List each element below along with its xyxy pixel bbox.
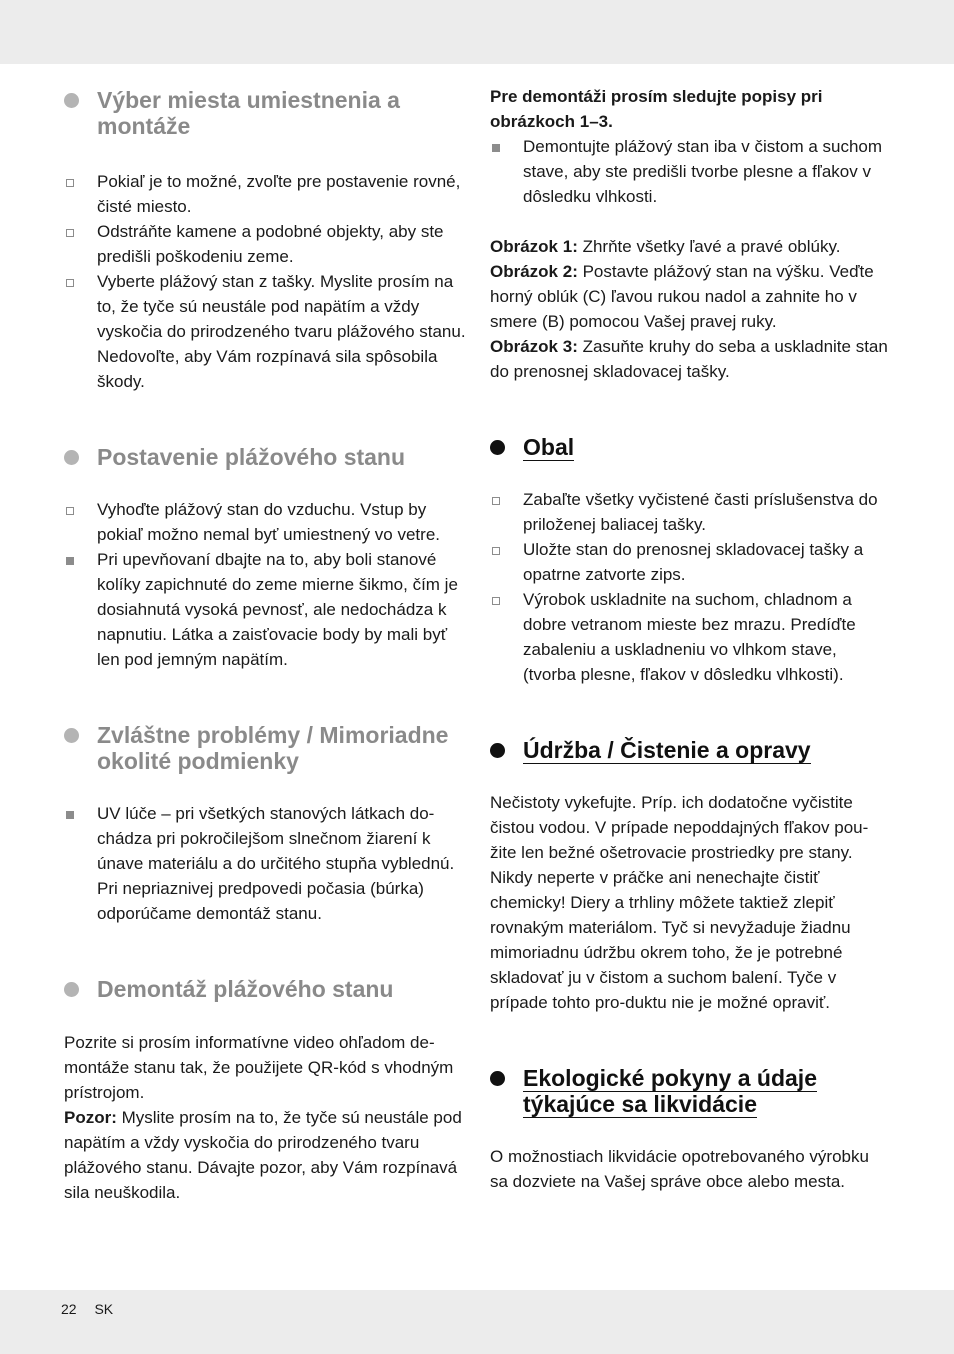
figure-1-step: Obrázok 1: Zhrňte všetky ľavé a pravé oblúky. (490, 237, 841, 256)
open-square-bullet-icon (492, 547, 500, 555)
figure-2-step: Obrázok 2: Postavte plážový stan na výšku. Veďte horný oblúk (C) ľavou rukou nadol a zahnite ho v smere (B) pomocou Vašej pravej ruky. (490, 262, 874, 331)
open-square-bullet-icon (492, 597, 500, 605)
warning-label: Pozor: (64, 1108, 117, 1127)
list-item: Výrobok uskladnite na suchom, chladnom a dobre vetranom mieste bez mrazu. Predíďte zabaleniu a uskladneniu vo vlhkom stave, (tvorba plesne, fľakov v dôsledku vlhkosti). (490, 587, 890, 687)
left-column (64, 84, 466, 1205)
list-item: Vyberte plážový stan z tašky. Myslite prosím na to, že tyče sú neustále pod napätím a vždy vyskočia do prirodzeného tvaru plážového stanu. Nedovoľte, aby Vám rozpínavá sila spôsobila škody. (64, 269, 466, 394)
list-item: Vyhoďte plážový stan do vzduchu. Vstup by pokiaľ možno nemal byť umiestnený vo vetre. (64, 497, 466, 547)
section-heading-placement: Výber miesta umiestnenia a montáže (64, 87, 466, 139)
disassembly-text: Pozrite si prosím informatívne video ohľadom de-montáže stanu tak, že použijete QR-kód s vhodným prístrojom. (64, 1033, 454, 1102)
warning-paragraph: Pozor: Myslite prosím na to, že tyče sú neustále pod napätím a vždy vyskočia do prirodzeného tvaru plážového stanu. Dávajte pozor, aby Vám rozpínavá sila neuškodila. (64, 1108, 462, 1202)
list-item: Uložte stan do prenosnej skladovacej tašky a opatrne zatvorte zips. (490, 537, 890, 587)
section-heading-setup: Postavenie plážového stanu (64, 444, 466, 470)
open-square-bullet-icon (66, 229, 74, 237)
list-item: Pri upevňovaní dbajte na to, aby boli stanové kolíky zapichnuté do zeme mierne šikmo, čím je dosiahnutá vysoká pevnosť, ale nedochádza k napnutiu. Látka a zaisťovacie body by mali byť len pod jemným napätím. (64, 547, 466, 672)
filled-square-bullet-icon (66, 811, 74, 819)
disassembly-intro: Pre demontáži prosím sledujte popisy pri obrázkoch 1–3. (490, 87, 823, 131)
page-number: 22 (61, 1301, 77, 1317)
figure-3-step: Obrázok 3: Zasuňte kruhy do seba a uskladnite stan do prenosnej skladovacej tašky. (490, 337, 888, 381)
placement-list (64, 169, 466, 394)
bullet-dot-icon (64, 93, 79, 108)
open-square-bullet-icon (66, 179, 74, 187)
bullet-dot-icon (64, 728, 79, 743)
packaging-list (490, 487, 890, 687)
section-heading-packaging: Obal (490, 434, 890, 460)
language-code: SK (94, 1301, 114, 1317)
right-column (490, 84, 890, 1194)
filled-square-bullet-icon (492, 144, 500, 152)
open-square-bullet-icon (66, 279, 74, 287)
special-problems-list (64, 801, 466, 926)
bullet-dot-icon (490, 743, 505, 758)
page-footer (61, 1301, 127, 1317)
maintenance-text: Nečistoty vykefujte. Príp. ich dodatočne vyčistite čistou vodou. V prípade nepoddajných fľakov pou-žite len bežné ošetrovacie prostriedky pre stany. Nikdy neperte v práčke ani nenechajte čistiť chemicky! Diery a trhliny môžete taktiež zlepiť rovnakým materiálom. Tyč si nevyžaduje žiadnu mimoriadnu údržbu okrem toho, že je potrebné skladovať ju v čistom a suchom balení. Tyče v prípade tohto pro-duktu nie je možné opraviť. (490, 793, 869, 1012)
open-square-bullet-icon (492, 497, 500, 505)
header-band (0, 0, 954, 64)
list-item: Zabaľte všetky vyčistené časti príslušenstva do priloženej baliacej tašky. (490, 487, 890, 537)
list-item: Demontujte plážový stan iba v čistom a suchom stave, aby ste predišli tvorbe plesne a fľakov v dôsledku vlhkosti. (490, 134, 890, 209)
setup-list (64, 497, 466, 672)
bullet-dot-icon (64, 450, 79, 465)
footer-band (0, 1290, 954, 1354)
list-item: UV lúče – pri všetkých stanových látkach do-chádza pri pokročilejšom slnečnom žiarení k únave materiálu a do určitého stupňa vyblednú. Pri nepriaznivej predpovedi počasia (búrka) odporúčame demontáž stanu. (64, 801, 466, 926)
section-heading-disassembly: Demontáž plážového stanu (64, 976, 466, 1002)
section-heading-disposal: Ekologické pokyny a údaje týkajúce sa likvidácie (490, 1065, 890, 1117)
list-item: Pokiaľ je to možné, zvoľte pre postavenie rovné, čisté miesto. (64, 169, 466, 219)
filled-square-bullet-icon (66, 557, 74, 565)
bullet-dot-icon (490, 1071, 505, 1086)
bullet-dot-icon (64, 982, 79, 997)
list-item: Odstráňte kamene a podobné objekty, aby ste predišli poškodeniu zeme. (64, 219, 466, 269)
bullet-dot-icon (490, 440, 505, 455)
open-square-bullet-icon (66, 507, 74, 515)
section-heading-maintenance: Údržba / Čistenie a opravy (490, 737, 890, 763)
disposal-text: O možnostiach likvidácie opotrebovaného výrobku sa dozviete na Vašej správe obce alebo mesta. (490, 1147, 869, 1191)
section-heading-special-problems: Zvláštne problémy / Mimoriadne okolité podmienky (64, 722, 466, 774)
